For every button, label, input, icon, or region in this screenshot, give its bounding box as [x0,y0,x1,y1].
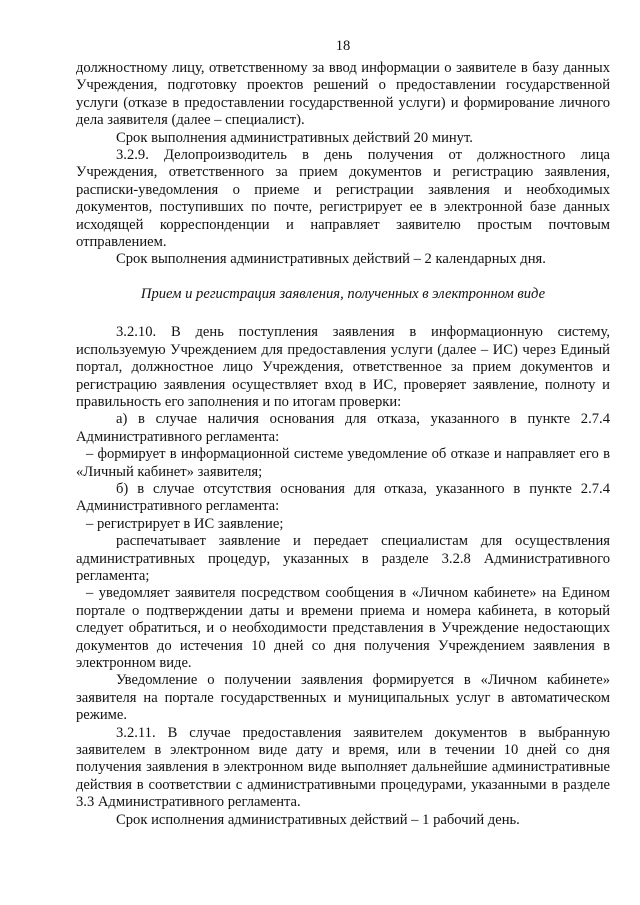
paragraph-deadline-20min: Срок выполнения административных действий 20 минут. [116,129,473,146]
paragraph-item-b: б) в случае отсутствия основания для отказа, указанного в пункте 2.7.4 Административного регламента: [76,480,610,515]
paragraph-dash-refusal: – формирует в информационной системе уведомление об отказе и направляет его в «Личный кабинет» заявителя; [76,446,610,480]
paragraph-3-2-11: 3.2.11. В случае предоставления заявителем документов в выбранную заявителем в электронном виде дату и время, или в течении 10 дней со дня получения заявления в электронном виде выполняет дальнейшие административные действия в соответствии с административными процедурами, указанными в разделе 3.3 Административного регламента. [76,724,610,811]
paragraph-item-a: а) в случае наличия основания для отказа, указанного в пункте 2.7.4 Административного регламента: [76,411,610,445]
paragraph-deadline-1day: Срок исполнения административных действий – 1 рабочий день. [116,811,520,828]
document-body [76,60,610,829]
paragraph-deadline-2days: Срок выполнения административных действий – 2 календарных дня. [116,251,546,268]
paragraph-dash-notify: – уведомляет заявителя посредством сообщения в «Личном кабинете» на Едином портале о подтверждении даты и времени приема и номера кабинета, в который следует обратиться, и о необходимости представления в Учреждение недостающих документов до истечения 10 дней со дня получения Учреждением заявления в электронном виде. [76,585,610,671]
section-heading: Прием и регистрация заявления, полученных в электронном виде [140,285,546,302]
paragraph-print: распечатывает заявление и передает специалистам для осуществления административных процедур, указанных в разделе 3.2.8 Административного регламента; [76,533,610,584]
paragraph-3-2-9: 3.2.9. Делопроизводитель в день получения от должностного лица Учреждения, ответственного за прием документов и регистрацию заявления, расписки-уведомления о приеме и регистрации заявления и необходимых документов, поступивших по почте, регистрирует ее в электронной базе данных исходящей корреспонденции и направляет заявителю простым почтовым отправлением. [76,147,610,251]
paragraph-dash-register: – регистрирует в ИС заявление; [86,515,284,532]
paragraph-notice: Уведомление о получении заявления формируется в «Личном кабинете» заявителя на портале государственных и муниципальных услуг в автоматическом режиме. [76,672,610,724]
paragraph-continuation: должностному лицу, ответственному за ввод информации о заявителе в базу данных Учреждения, подготовку проектов решений о предоставлении государственной услуги (отказе в предоставлении государственной услуги) и формирование личного дела заявителя (далее – специалист). [76,60,610,129]
page-number: 18 [335,38,351,54]
paragraph-3-2-10: 3.2.10. В день поступления заявления в информационную систему, используемую Учреждением для предоставления услуги (далее – ИС) через Единый портал, должностное лицо Учреждения, ответственное за прием документов и регистрацию заявления осуществляет вход в ИС, проверяет заявление, полноту и правильность его заполнения и по итогам проверки: [76,324,610,410]
